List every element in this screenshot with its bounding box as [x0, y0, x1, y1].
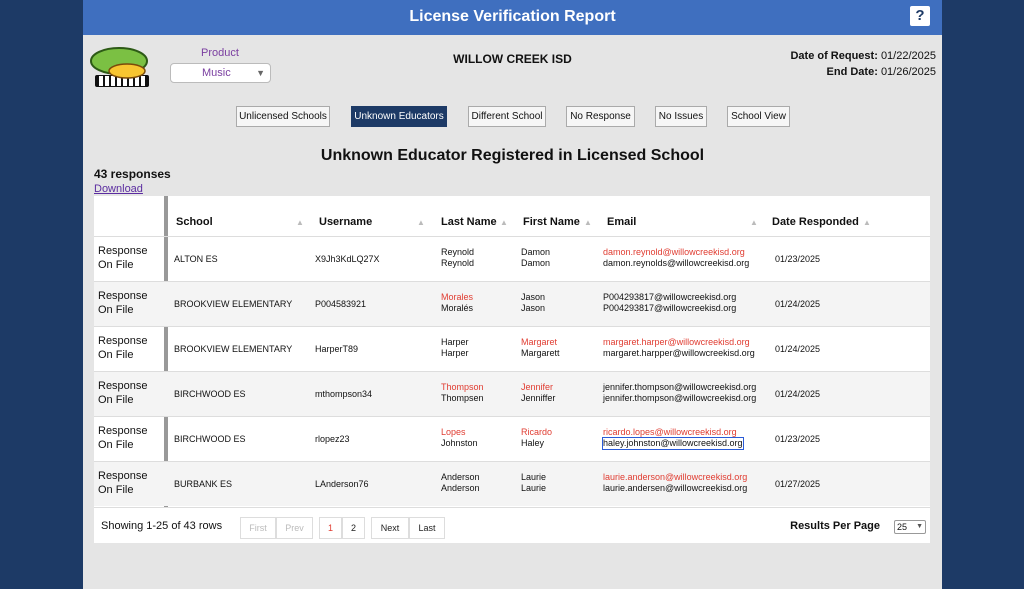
- sort-arrow-icon[interactable]: ▲: [417, 218, 425, 227]
- download-link[interactable]: Download: [94, 183, 143, 195]
- table-row[interactable]: [94, 416, 930, 461]
- email-cell: P004293817@willowcreekisd.org P004293817@willowcreekisd.org: [603, 292, 737, 313]
- first-name-cell: Damon Damon: [521, 247, 551, 268]
- username-cell: rlopez23: [315, 434, 350, 444]
- results-per-page-value: 25: [897, 522, 908, 532]
- username-cell: HarperT89: [315, 344, 359, 354]
- title-bar: [83, 0, 942, 35]
- sort-arrow-icon[interactable]: ▲: [584, 218, 592, 227]
- district-name: WILLOW CREEK ISD: [453, 52, 572, 66]
- date-cell: 01/23/2025: [775, 434, 821, 444]
- email-cell: margaret.harper@willowcreekisd.org margaret.harpper@willowcreekisd.org: [603, 337, 755, 358]
- page-1-button[interactable]: 1: [319, 517, 342, 539]
- status-cell: Response On File: [98, 470, 148, 496]
- email-cell: ricardo.lopes@willowcreekisd.org haley.johnston@willowcreekisd.org: [603, 427, 743, 448]
- school-cell: BURBANK ES: [174, 479, 233, 489]
- last-page-button[interactable]: Last: [409, 517, 445, 539]
- chevron-down-icon: ▼: [916, 523, 923, 530]
- last-name-cell: Morales Moralés: [441, 292, 474, 313]
- product-label: Product: [201, 47, 239, 59]
- product-selected-value: Music: [202, 67, 231, 79]
- last-name-cell: Thompson Thompsen: [441, 382, 484, 403]
- results-per-page-select[interactable]: [894, 520, 926, 534]
- date-info: [790, 48, 936, 80]
- filter-unlicensed-schools[interactable]: Unlicensed Schools: [236, 106, 330, 127]
- status-cell: Response On File: [98, 425, 148, 451]
- date-cell: 01/24/2025: [775, 344, 821, 354]
- sort-arrow-icon[interactable]: ▲: [296, 218, 304, 227]
- username-cell: P004583921: [315, 299, 367, 309]
- date-cell: 01/27/2025: [775, 479, 821, 489]
- request-date-label: Date of Request:: [790, 50, 878, 62]
- first-name-cell: Jennifer Jenniffer: [521, 382, 556, 403]
- school-cell: BIRCHWOOD ES: [174, 389, 246, 399]
- help-icon[interactable]: ?: [910, 6, 930, 26]
- first-name-cell: Laurie Laurie: [521, 472, 547, 493]
- status-cell: Response On File: [98, 380, 148, 406]
- sort-arrow-icon[interactable]: ▲: [500, 218, 508, 227]
- table-footer: [94, 507, 930, 543]
- last-name-cell: Reynold Reynold: [441, 247, 475, 268]
- next-page-button[interactable]: Next: [371, 517, 409, 539]
- prev-page-button[interactable]: Prev: [276, 517, 313, 539]
- filter-no-issues[interactable]: No Issues: [655, 106, 707, 127]
- last-name-cell: Harper Harper: [441, 337, 469, 358]
- first-name-cell: Margaret Margarett: [521, 337, 560, 358]
- pagination-summary: Showing 1-25 of 43 rows: [101, 520, 223, 532]
- username-cell: mthompson34: [315, 389, 373, 399]
- response-count: 43 responses: [94, 167, 171, 181]
- filter-different-school[interactable]: Different School: [468, 106, 546, 127]
- sort-arrow-icon[interactable]: ▲: [863, 218, 871, 227]
- end-date-label: End Date:: [826, 66, 878, 78]
- date-cell: 01/23/2025: [775, 254, 821, 264]
- results-table: [94, 196, 930, 543]
- table-row[interactable]: [94, 461, 930, 506]
- last-name-cell: Lopes Johnston: [441, 427, 478, 448]
- username-cell: LAnderson76: [315, 479, 369, 489]
- table-row[interactable]: [94, 371, 930, 416]
- first-name-cell: Jason Jason: [521, 292, 546, 313]
- chevron-down-icon: ▼: [256, 68, 265, 78]
- filter-school-view[interactable]: School View: [727, 106, 790, 127]
- section-title: Unknown Educator Registered in Licensed School: [320, 147, 705, 164]
- first-page-button[interactable]: First: [240, 517, 276, 539]
- sort-arrow-icon[interactable]: ▲: [750, 218, 758, 227]
- school-cell: BROOKVIEW ELEMENTARY: [174, 344, 293, 354]
- filter-no-response[interactable]: No Response: [566, 106, 635, 127]
- status-cell: Response On File: [98, 290, 148, 316]
- column-header-first-name[interactable]: First Name: [523, 216, 580, 228]
- date-cell: 01/24/2025: [775, 299, 821, 309]
- last-name-cell: Anderson Anderson: [441, 472, 480, 493]
- column-header-email[interactable]: Email: [607, 216, 637, 228]
- request-date-value: 01/22/2025: [880, 50, 936, 62]
- end-date-value: 01/26/2025: [880, 66, 936, 78]
- column-header-last-name[interactable]: Last Name: [441, 216, 497, 228]
- school-cell: BIRCHWOOD ES: [174, 434, 246, 444]
- column-header-username[interactable]: Username: [319, 216, 373, 228]
- username-cell: X9Jh3KdLQ27X: [315, 254, 380, 264]
- product-select[interactable]: [170, 63, 271, 83]
- table-row[interactable]: [94, 281, 930, 326]
- school-cell: BROOKVIEW ELEMENTARY: [174, 299, 293, 309]
- column-header-date-responded[interactable]: Date Responded: [772, 216, 859, 228]
- status-cell: Response On File: [98, 335, 148, 361]
- page-2-button[interactable]: 2: [342, 517, 365, 539]
- email-cell: laurie.anderson@willowcreekisd.org laurie.andersen@willowcreekisd.org: [603, 472, 748, 493]
- status-cell: Response On File: [98, 245, 148, 271]
- page-title: License Verification Report: [409, 8, 616, 25]
- table-row[interactable]: [94, 326, 930, 371]
- school-cell: ALTON ES: [174, 254, 218, 264]
- filter-unknown-educators[interactable]: Unknown Educators: [351, 106, 447, 127]
- first-name-cell: Ricardo Haley: [521, 427, 553, 448]
- email-cell: jennifer.thompson@willowcreekisd.org jennifer.thompson@willowcreekisd.org: [603, 382, 757, 403]
- date-cell: 01/24/2025: [775, 389, 821, 399]
- email-cell: damon.reynold@willowcreekisd.org damon.reynolds@willowcreekisd.org: [603, 247, 750, 268]
- column-header-school[interactable]: School: [176, 216, 213, 228]
- report-page: [83, 35, 942, 589]
- results-per-page-label: Results Per Page: [790, 520, 880, 532]
- table-row[interactable]: [94, 236, 930, 281]
